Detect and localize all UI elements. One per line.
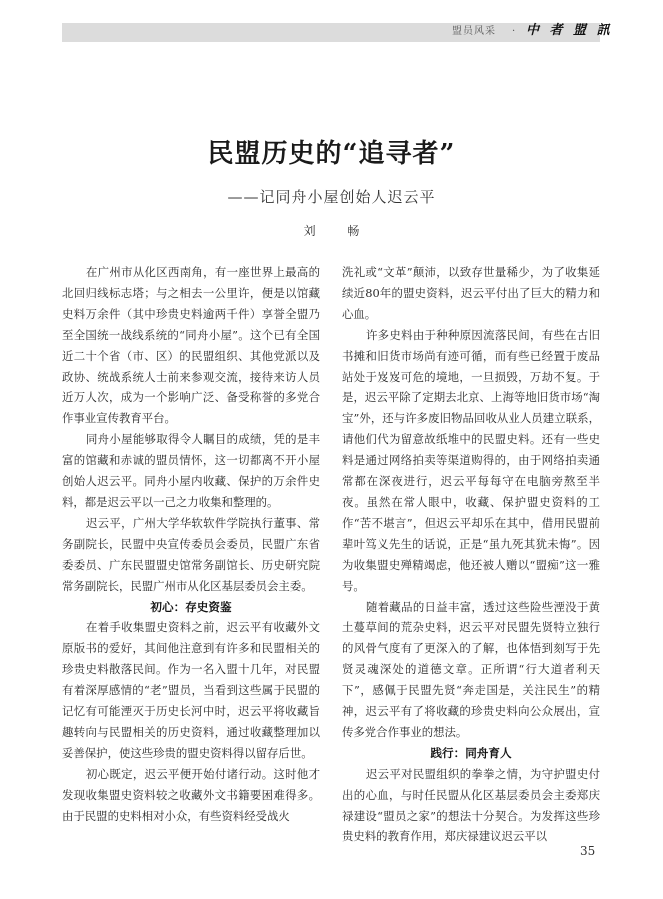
magazine-logo: 中 者 盟 訊 bbox=[526, 23, 613, 38]
right-column bbox=[342, 262, 600, 847]
section-heading: 初心：存史资鉴 bbox=[150, 599, 232, 614]
left-column bbox=[62, 262, 320, 826]
article-title: 民盟历史的“追寻者” bbox=[207, 139, 456, 169]
header-bar bbox=[62, 23, 600, 42]
paragraph: 初心既定，迟云平便开始付诸行动。这时他才发现收集盟史资料较之收藏外文书籍要困难得多。由于民盟的史料相对小众，有些资料经受战火 bbox=[62, 766, 320, 823]
paragraph: 迟云平对民盟组织的拳拳之情，为守护盟史付出的心血，与时任民盟从化区基层委员会主委郑庆禄建设“盟员之家”的想法十分契合。为发挥这些珍贵史料的教育作用，郑庆禄建议迟云平以 bbox=[342, 766, 600, 844]
paragraph: 在广州市从化区西南角，有一座世界上最高的北回归线标志塔；与之相去一公里许，便是以馆藏史料万余件（其中珍贵史料逾两千件）享誉全盟乃至全国统一战线系统的“同舟小屋”。这个已有全国近二十个省（市、区）的民盟组织、其他党派以及政协、统战系统人士前来参观交流，接待来访人员近万人次，成为一个影响广泛、备受称誉的多党合作事业宣传教育平台。 bbox=[62, 265, 320, 426]
header-section-label: 盟员风采 bbox=[452, 26, 496, 37]
paragraph: 在着手收集盟史资料之前，迟云平有收藏外文原版书的爱好，其间他注意到有许多和民盟相关的珍贵史料散落民间。作为一名入盟十几年，对民盟有着深厚感情的“老”盟员，当看到这些属于民盟的记忆有可能湮灭于历史长河中时，迟云平将收藏旨趣转向与民盟相关的历史资料，通过收藏整理加以妥善保护，使这些珍贵的盟史资料得以留存后世。 bbox=[62, 620, 320, 760]
page-number: 35 bbox=[580, 844, 596, 858]
paragraph: 许多史料由于种种原因流落民间，有些在古旧书摊和旧货市场尚有迹可循，而有些已经置于废品站处于岌岌可危的境地，一旦损毁，万劫不复。于是，迟云平除了定期去北京、上海等地旧货市场“淘宝”外，还与许多废旧物品回收从业人员建立联系，请他们代为留意故纸堆中的民盟史料。还有一些史料是通过网络拍卖等渠道购得的，由于网络拍卖通常都在深夜进行，迟云平每每守在电脑旁熬至半夜。虽然在常人眼中，收藏、保护盟史资料的工作“苦不堪言”，但迟云平却乐在其中，借用民盟前辈叶笃义先生的话说，正是“虽九死其犹未悔”。因为收集盟史殚精竭虑，他还被人赠以“盟痴”这一雅号。 bbox=[342, 327, 600, 593]
paragraph: 同舟小屋能够取得令人瞩目的成绩，凭的是丰富的馆藏和赤诚的盟员情怀，这一切都离不开小屋创始人迟云平。同舟小屋内收藏、保护的万余件史料，都是迟云平以一己之力收集和整理的。 bbox=[62, 432, 320, 509]
header-separator: · bbox=[512, 26, 516, 37]
article-author: 刘 畅 bbox=[303, 224, 374, 238]
section-heading: 践行：同舟育人 bbox=[430, 745, 512, 760]
paragraph-continued: 洗礼或“文革”颠沛，以致存世量稀少，为了收集延续近80年的盟史资料，迟云平付出了巨大的精力和心血。 bbox=[342, 265, 600, 321]
paragraph: 迟云平，广州大学华软软件学院执行董事、常务副院长，民盟中央宣传委员会委员，民盟广东省委委员、广东民盟盟史馆常务副馆长、历史研究院常务副院长，民盟广州市从化区基层委员会主委。 bbox=[62, 515, 320, 593]
article-subtitle: ——记同舟小屋创始人迟云平 bbox=[227, 188, 436, 206]
paragraph: 随着藏品的日益丰富，透过这些险些湮没于黄土蔓草间的荒杂史料，迟云平对民盟先贤特立独行的风骨气度有了更深入的了解，也体悟到刻写于先贤灵魂深处的道德文章。正所谓“行大道者利天下”，感佩于民盟先贤“奔走国是，关注民生”的精神，迟云平有了将收藏的珍贵史料向公众展出，宣传多党合作事业的想法。 bbox=[342, 599, 600, 739]
